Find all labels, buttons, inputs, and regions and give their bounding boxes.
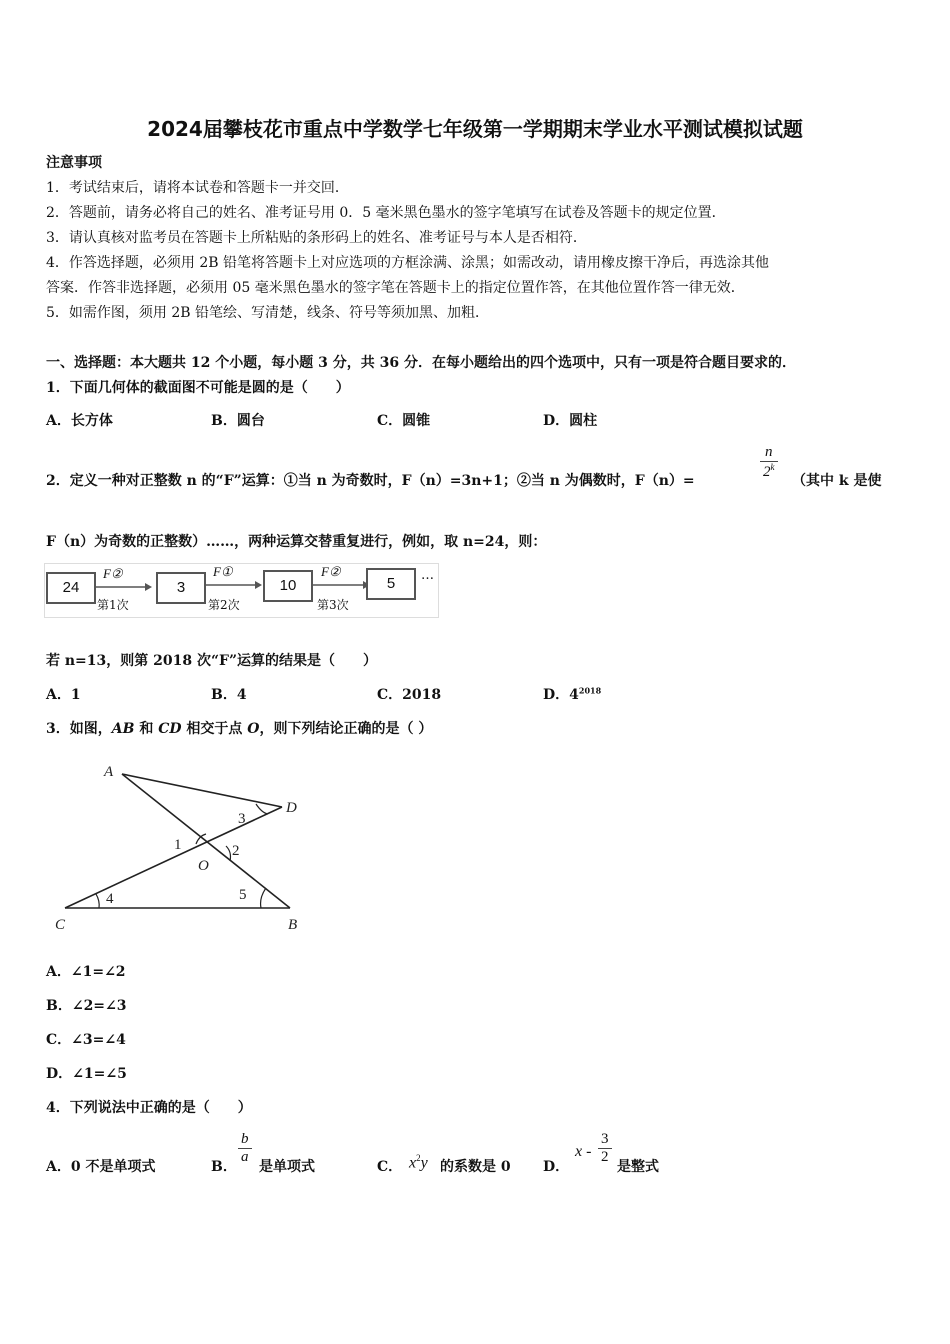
q2-option-d-exp: 2018 [578,685,602,696]
q4-option-d-fraction [598,1131,612,1166]
q2-frac-exp: k [770,462,775,472]
q1-option-b: B．圆台 [211,413,265,429]
notice-item: 2．答题前，请务必将自己的姓名、准考证号用 0．5 毫米黑色墨水的签字笔填写在试卷及答题卡的规定位置． [46,205,726,221]
flow-box: 5 [366,568,416,600]
q2-option-d [543,684,601,704]
arc-4 [96,894,99,908]
q2-frac-den: 2 [763,464,771,480]
angle-4: 4 [106,891,114,907]
q4-c-y: y [420,1154,428,1172]
q2-question: 若 n=13，则第 2018 次“F”运算的结果是（ ） [46,653,378,669]
q4-option-b-fraction [238,1131,252,1166]
flow-op: F② [321,564,341,579]
flow-op: F② [103,566,123,581]
q3-ab: AB [111,721,135,737]
notice-item: 答案．作答非选择题，必须用 05 毫米黑色墨水的签字笔在答题卡上的指定位置作答，在其他位置作答一律无效． [46,280,745,296]
line-ad [122,774,282,807]
q1-option-a: A．长方体 [46,413,113,429]
label-c: C [55,917,66,933]
flow-step: 第3次 [317,598,349,612]
flow-ellipsis: … [421,568,434,583]
angle-3: 3 [238,811,246,827]
q4-d-den: 2 [601,1149,609,1165]
q2-stem-c: F（n）为奇数的正整数）……，两种运算交替重复进行，例如，取 n=24，则： [46,534,547,550]
flow-box: 24 [46,572,96,604]
q4-d-x: x - [575,1143,592,1160]
q4-option-a: A．0 不是单项式 [46,1159,156,1175]
q2-stem-a: 2．定义一种对正整数 n 的“F”运算：①当 n 为奇数时，F（n）=3n+1；②当 n 为偶数时，F（n）= [46,473,695,489]
arc-5 [261,888,266,908]
line-ab [122,774,290,908]
q2-option-c: C．2018 [377,687,442,703]
q2-flow-diagram [44,563,439,618]
page-title: 2024届攀枝花市重点中学数学七年级第一学期期末学业水平测试模拟试题 [147,117,803,141]
q4-option-c-expr [409,1153,428,1172]
line-cd [65,807,282,908]
q3-stem [46,718,432,738]
label-b: B [288,917,298,933]
q2-option-d-label: D．4 [543,687,579,703]
q4-stem: 4．下列说法中正确的是（ ） [46,1100,252,1116]
notice-item: 5．如需作图，须用 2B 铅笔绘、写清楚，线条、符号等须加黑、加粗． [46,305,490,321]
q3-and: 和 [134,721,159,737]
flow-step: 第2次 [208,598,240,612]
q4-b-num: b [238,1131,252,1149]
flow-box: 3 [156,572,206,604]
q3-option-b: B．∠2=∠3 [46,998,127,1014]
q4-option-c-label: C． [377,1159,403,1175]
q4-option-c-text: 的系数是 0 [440,1159,511,1175]
notice-item: 3．请认真核对监考员在答题卡上所粘贴的条形码上的姓名、准考证号与本人是否相符． [46,230,587,246]
angle-1: 1 [174,837,182,853]
arrow-icon [313,580,371,590]
q4-option-d-label: D． [543,1159,570,1175]
notice-item: 1．考试结束后，请将本试卷和答题卡一并交回． [46,180,349,196]
section-heading: 一、选择题：本大题共 12 个小题，每小题 3 分，共 36 分．在每小题给出的四个选项中，只有一项是符合题目要求的． [46,355,796,371]
q1-option-d: D．圆柱 [543,413,598,429]
q2-fraction [760,444,778,481]
arrow-icon [205,580,263,590]
q3-option-a: A．∠1=∠2 [46,964,126,980]
q3-cd: CD [158,721,182,737]
angle-5: 5 [239,887,247,903]
arrow-icon [95,582,153,592]
q4-d-num: 3 [598,1131,612,1149]
q3-option-c: C．∠3=∠4 [46,1032,126,1048]
q1-option-c: C．圆锥 [377,413,431,429]
q3-option-d: D．∠1=∠5 [46,1066,127,1082]
q4-c-x: x [409,1154,417,1172]
notice-item: 4．作答选择题，必须用 2B 铅笔将答题卡上对应选项的方框涂满、涂黑；如需改动，请用橡皮擦干净后，再选涂其他 [46,255,769,271]
flow-op: F① [213,564,233,579]
q2-frac-num: n [760,444,778,462]
q4-option-b-label: B． [211,1159,237,1175]
angle-2: 2 [232,843,240,859]
notice-heading: 注意事项 [46,155,102,171]
q2-option-a: A．1 [46,687,81,703]
q3-stem-post: ，则下列结论正确的是（ ） [259,721,433,737]
q1-stem: 1．下面几何体的截面图不可能是圆的是（ ） [46,380,350,396]
q4-option-b-text: 是单项式 [259,1159,315,1175]
label-a: A [104,764,114,780]
label-o: O [198,858,209,874]
flow-step: 第1次 [97,598,129,612]
q3-mid: 相交于点 [181,721,248,737]
q4-c-exp: 2 [416,1153,421,1163]
q2-stem-b: （其中 k 是使 [792,473,882,489]
q4-option-d-text: 是整式 [617,1159,659,1175]
q4-b-den: a [241,1149,249,1165]
label-d: D [286,800,297,816]
q3-o: O [247,721,260,737]
q3-figure [40,755,330,945]
flow-box: 10 [263,570,313,602]
q3-stem-pre: 3．如图， [46,721,112,737]
arc-3 [256,804,268,814]
q2-option-b: B．4 [211,687,247,703]
